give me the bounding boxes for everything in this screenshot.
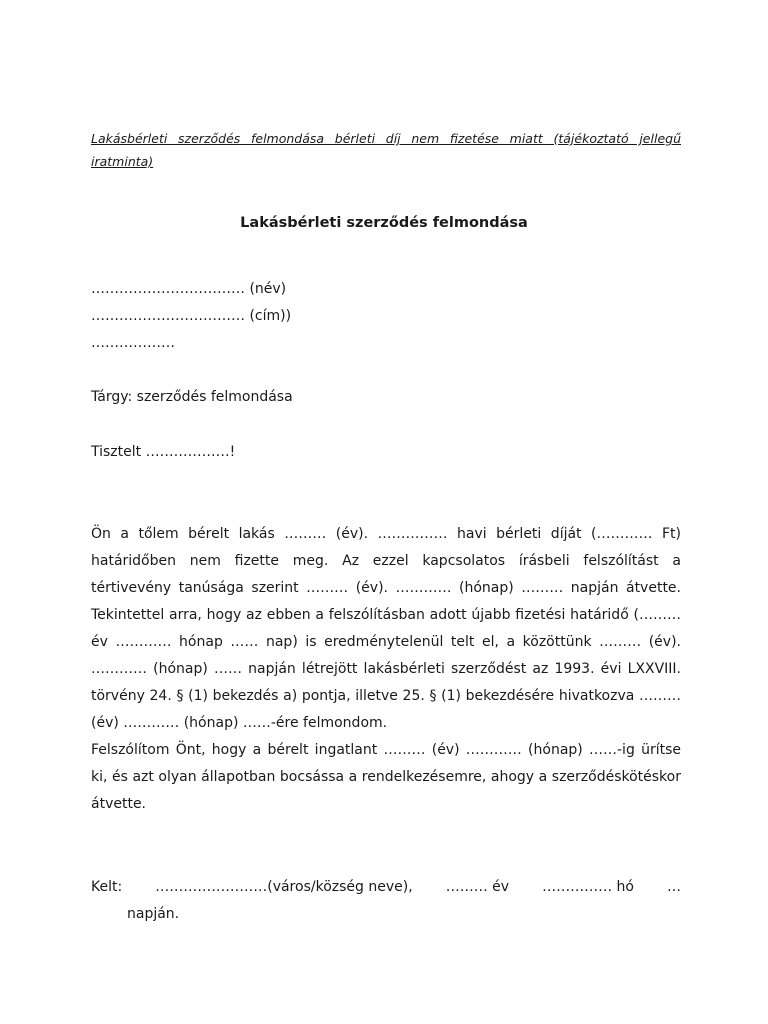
paragraph-eviction-request: Felszólítom Önt, hogy a bérelt ingatlant ……… (év) ………… (hónap) ……-ig ürítse ki, és azt olyan állapotban bocsássa a rendelkezésemre, ahogy a szerződéskötéskor átvette.: [91, 742, 681, 812]
document-subtitle: Lakásbérleti szerződés felmondása bérleti díj nem fizetése miatt (tájékoztató jellegű iratminta): [91, 131, 681, 169]
paragraph-termination: Ön a tőlem bérelt lakás ……… (év). …………… havi bérleti díját (………… Ft) határidőben nem fizette meg. Az ezzel kapcsolatos írásbeli felszólítást a tértivevény tanúsága szerint ……… (év). ………… (hónap) ……… napján átvette. Tekintettel arra, hogy az ebben a felszólításban adott újabb fizetési határidő (……… év ………… hónap …… nap) is eredménytelenül telt el, a közöttünk ……… (év). ………… (hónap) …… napján létrejött lakásbérleti szerződést az 1993. évi LXXVIII. törvény 24. § (1) bekezdés a) pontja, illetve 25. § (1) bekezdésére hivatkozva ……… (év) ………… (hónap) ……-ére felmondom.: [91, 526, 681, 731]
kelt-place: ……………………(város/község neve),: [155, 879, 413, 895]
address-line-name: …………………………… (név): [91, 281, 287, 297]
date-place-block: [91, 874, 681, 928]
kelt-year: ……… év: [445, 879, 510, 895]
kelt-month: …………… hó: [542, 879, 634, 895]
salutation: Tisztelt ………………!: [91, 444, 236, 460]
kelt-label: Kelt:: [91, 879, 123, 895]
kelt-day: …: [667, 879, 681, 895]
address-line-extra: ………………: [91, 335, 175, 351]
document-title: Lakásbérleti szerződés felmondása: [240, 215, 528, 231]
letter-body: [91, 521, 681, 818]
address-line-address: …………………………… (cím)): [91, 308, 292, 324]
kelt-day-suffix: napján.: [127, 906, 180, 922]
date-place-row: [91, 874, 681, 901]
subject-line: Tárgy: szerződés felmondása: [91, 389, 293, 405]
